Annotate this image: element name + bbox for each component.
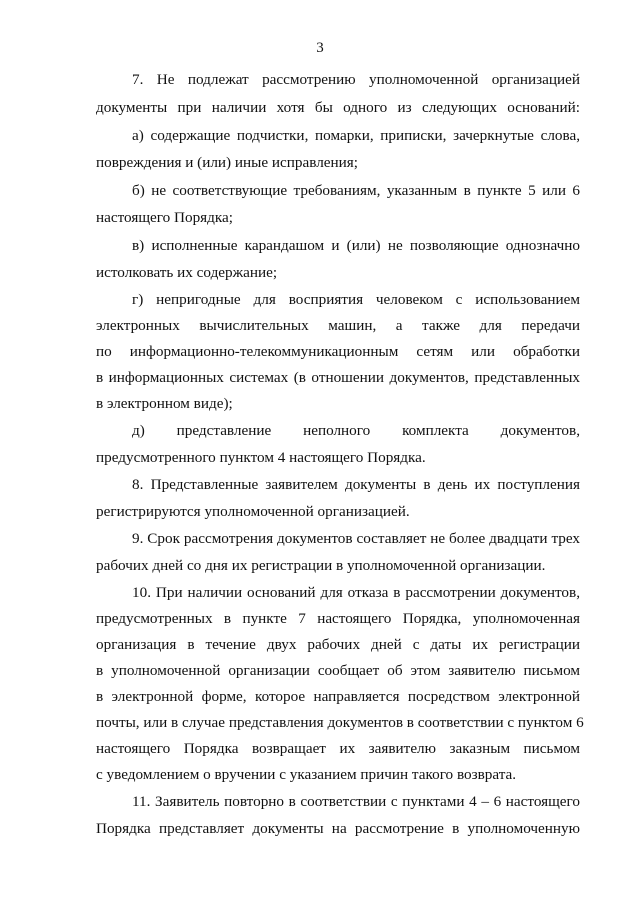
text-line: настоящего Порядка; <box>96 209 233 226</box>
page-number: 3 <box>316 40 324 56</box>
text-line: 7. Не подлежат рассмотрению уполномоченной организацией <box>132 71 580 88</box>
text-line: истолковать их содержание; <box>96 264 278 281</box>
text-line: с уведомлением о вручении с указанием причин такого возврата. <box>96 766 517 783</box>
text-line: 11. Заявитель повторно в соответствии с пунктами 4 – 6 настоящего <box>132 793 580 810</box>
text-line: настоящего Порядка возвращает их заявителю заказным письмом <box>96 740 580 757</box>
text-line: д) представление неполного комплекта документов, <box>132 422 580 439</box>
text-line: рабочих дней со дня их регистрации в уполномоченной организации. <box>96 557 546 574</box>
text-line: повреждения и (или) иные исправления; <box>96 154 358 171</box>
text-line: 10. При наличии оснований для отказа в рассмотрении документов, <box>132 584 580 601</box>
text-line: предусмотренных в пункте 7 настоящего Порядка, уполномоченная <box>96 610 580 627</box>
text-line: 9. Срок рассмотрения документов составляет не более двадцати трех <box>132 530 580 547</box>
text-line: документы при наличии хотя бы одного из следующих оснований: <box>96 99 580 116</box>
text-line: предусмотренного пунктом 4 настоящего Порядка. <box>96 449 426 466</box>
text-line: регистрируются уполномоченной организацией. <box>96 503 410 520</box>
text-line: в уполномоченной организации сообщает об этом заявителю письмом <box>96 662 580 679</box>
text-line: в электронной форме, которое направляется посредством электронной <box>96 688 580 705</box>
text-line: почты, или в случае представления документов в соответствии с пунктом 6 <box>96 714 584 731</box>
text-line: 8. Представленные заявителем документы в день их поступления <box>132 476 580 493</box>
text-line: организация в течение двух рабочих дней с даты их регистрации <box>96 636 580 653</box>
text-line: в электронном виде); <box>96 395 233 412</box>
text-line: электронных вычислительных машин, а также для передачи <box>96 317 580 334</box>
text-line: в информационных системах (в отношении документов, представленных <box>96 369 580 386</box>
text-line: а) содержащие подчистки, помарки, приписки, зачеркнутые слова, <box>132 127 580 144</box>
text-line: в) исполненные карандашом и (или) не позволяющие однозначно <box>132 237 580 254</box>
text-line: по информационно-телекоммуникационным сетям или обработки <box>96 343 580 360</box>
text-line: Порядка представляет документы на рассмотрение в уполномоченную <box>96 820 580 837</box>
text-line: г) непригодные для восприятия человеком с использованием <box>132 291 580 308</box>
text-line: б) не соответствующие требованиям, указанным в пункте 5 или 6 <box>132 182 580 199</box>
